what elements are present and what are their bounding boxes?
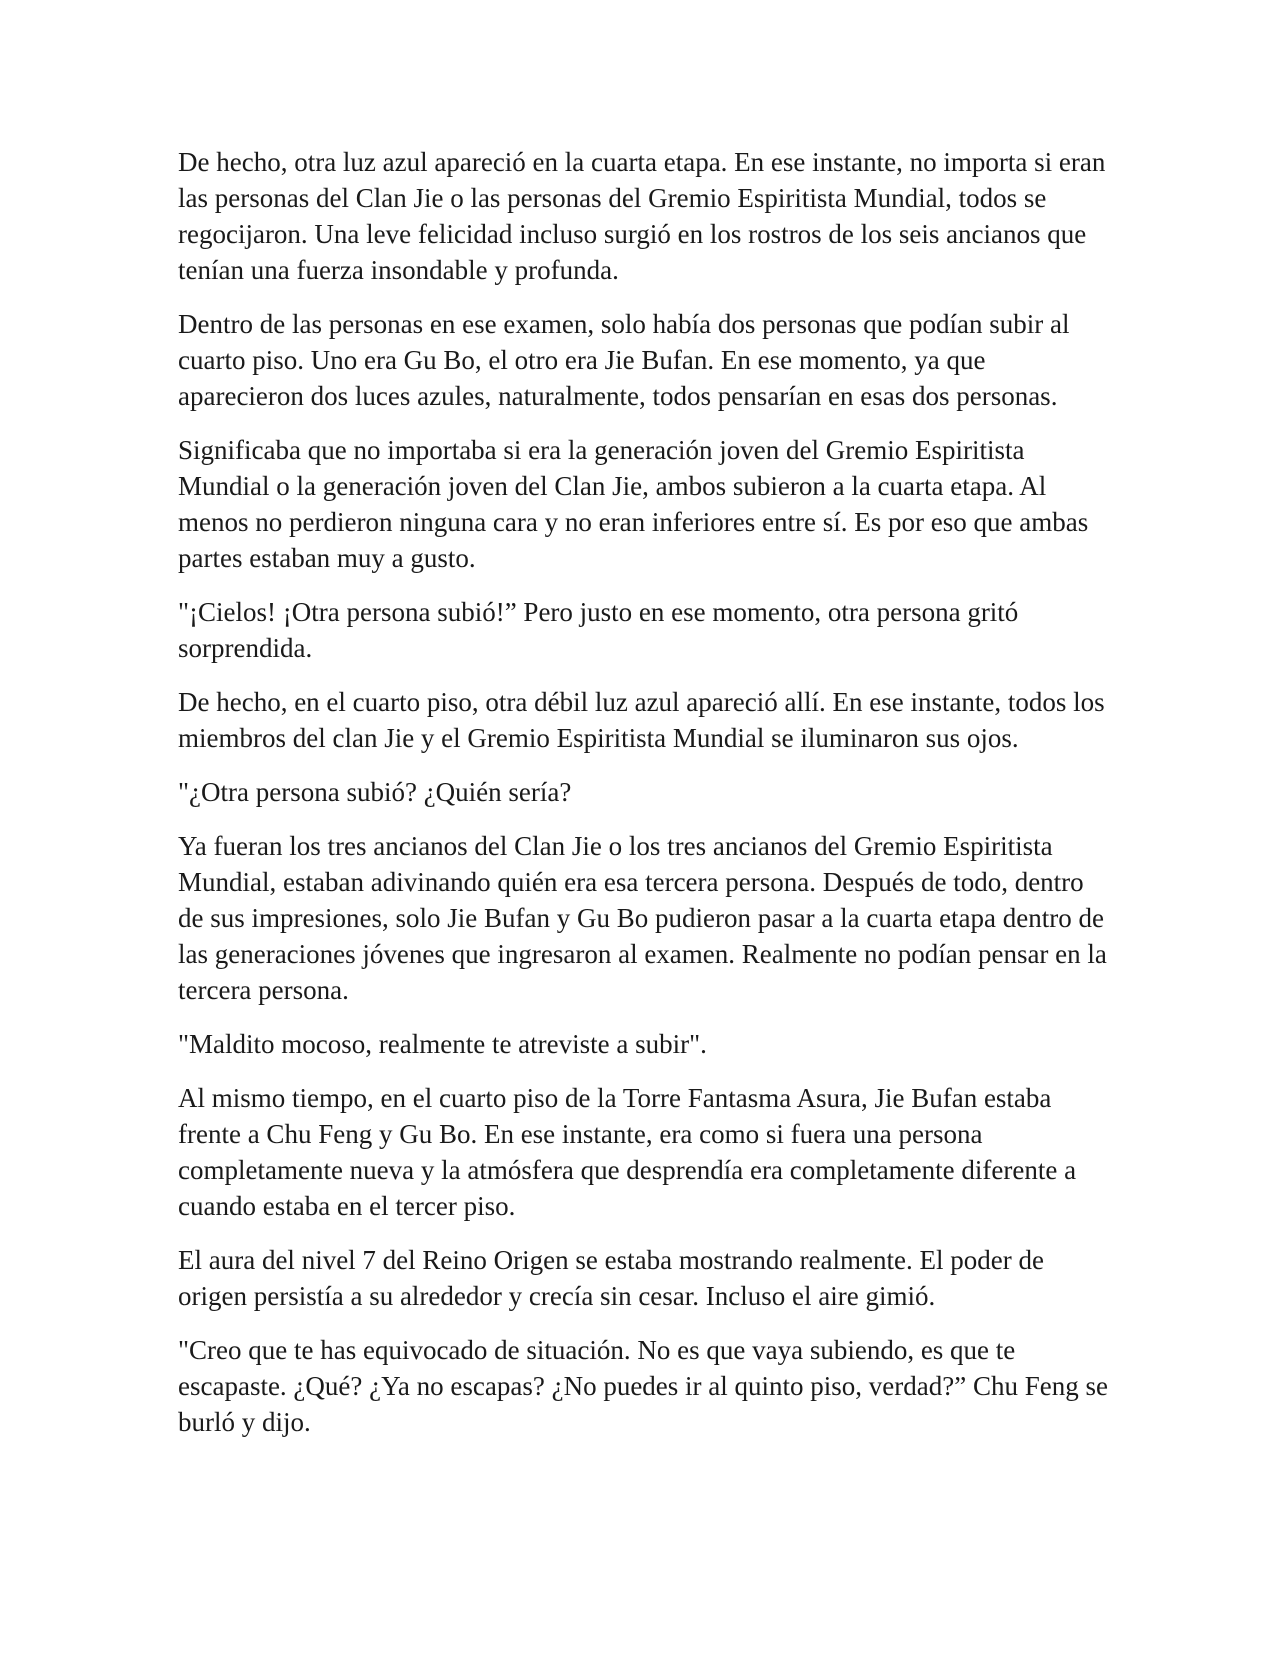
paragraph-8: "Maldito mocoso, realmente te atreviste a subir". [178,1029,707,1059]
paragraph-11: "Creo que te has equivocado de situación. No es que vaya subiendo, es que te escapaste. ¿Qué? ¿Ya no escapas? ¿No puedes ir al quinto piso, verdad?” Chu Feng se burló y dijo. [178,1335,1108,1437]
document-body [178,144,1108,1458]
paragraph-9: Al mismo tiempo, en el cuarto piso de la Torre Fantasma Asura, Jie Bufan estaba frente a Chu Feng y Gu Bo. En ese instante, era como si fuera una persona completamente nueva y la atmósfera que desprendía era completamente diferente a cuando estaba en el tercer piso. [178,1083,1077,1221]
paragraph-5: De hecho, en el cuarto piso, otra débil luz azul apareció allí. En ese instante, todos los miembros del clan Jie y el Gremio Espiritista Mundial se iluminaron sus ojos. [178,687,1105,753]
paragraph-10: El aura del nivel 7 del Reino Origen se estaba mostrando realmente. El poder de origen persistía a su alrededor y crecía sin cesar. Incluso el aire gimió. [178,1245,1044,1311]
paragraph-6: "¿Otra persona subió? ¿Quién sería? [178,777,572,807]
paragraph-4: "¡Cielos! ¡Otra persona subió!” Pero justo en ese momento, otra persona gritó sorprendida. [178,597,1019,663]
paragraph-2: Dentro de las personas en ese examen, solo había dos personas que podían subir al cuarto piso. Uno era Gu Bo, el otro era Jie Bufan. En ese momento, ya que aparecieron dos luces azules, naturalmente, todos pensarían en esas dos personas. [178,309,1070,411]
paragraph-7: Ya fueran los tres ancianos del Clan Jie o los tres ancianos del Gremio Espiritista Mundial, estaban adivinando quién era esa tercera persona. Después de todo, dentro de sus impresiones, solo Jie Bufan y Gu Bo pudieron pasar a la cuarta etapa dentro de las generaciones jóvenes que ingresaron al examen. Realmente no podían pensar en la tercera persona. [178,831,1107,1005]
paragraph-1: De hecho, otra luz azul apareció en la cuarta etapa. En ese instante, no importa si eran las personas del Clan Jie o las personas del Gremio Espiritista Mundial, todos se regocijaron. Una leve felicidad incluso surgió en los rostros de los seis ancianos que tenían una fuerza insondable y profunda. [178,147,1106,285]
paragraph-3: Significaba que no importaba si era la generación joven del Gremio Espiritista Mundial o la generación joven del Clan Jie, ambos subieron a la cuarta etapa. Al menos no perdieron ninguna cara y no eran inferiores entre sí. Es por eso que ambas partes estaban muy a gusto. [178,435,1089,573]
